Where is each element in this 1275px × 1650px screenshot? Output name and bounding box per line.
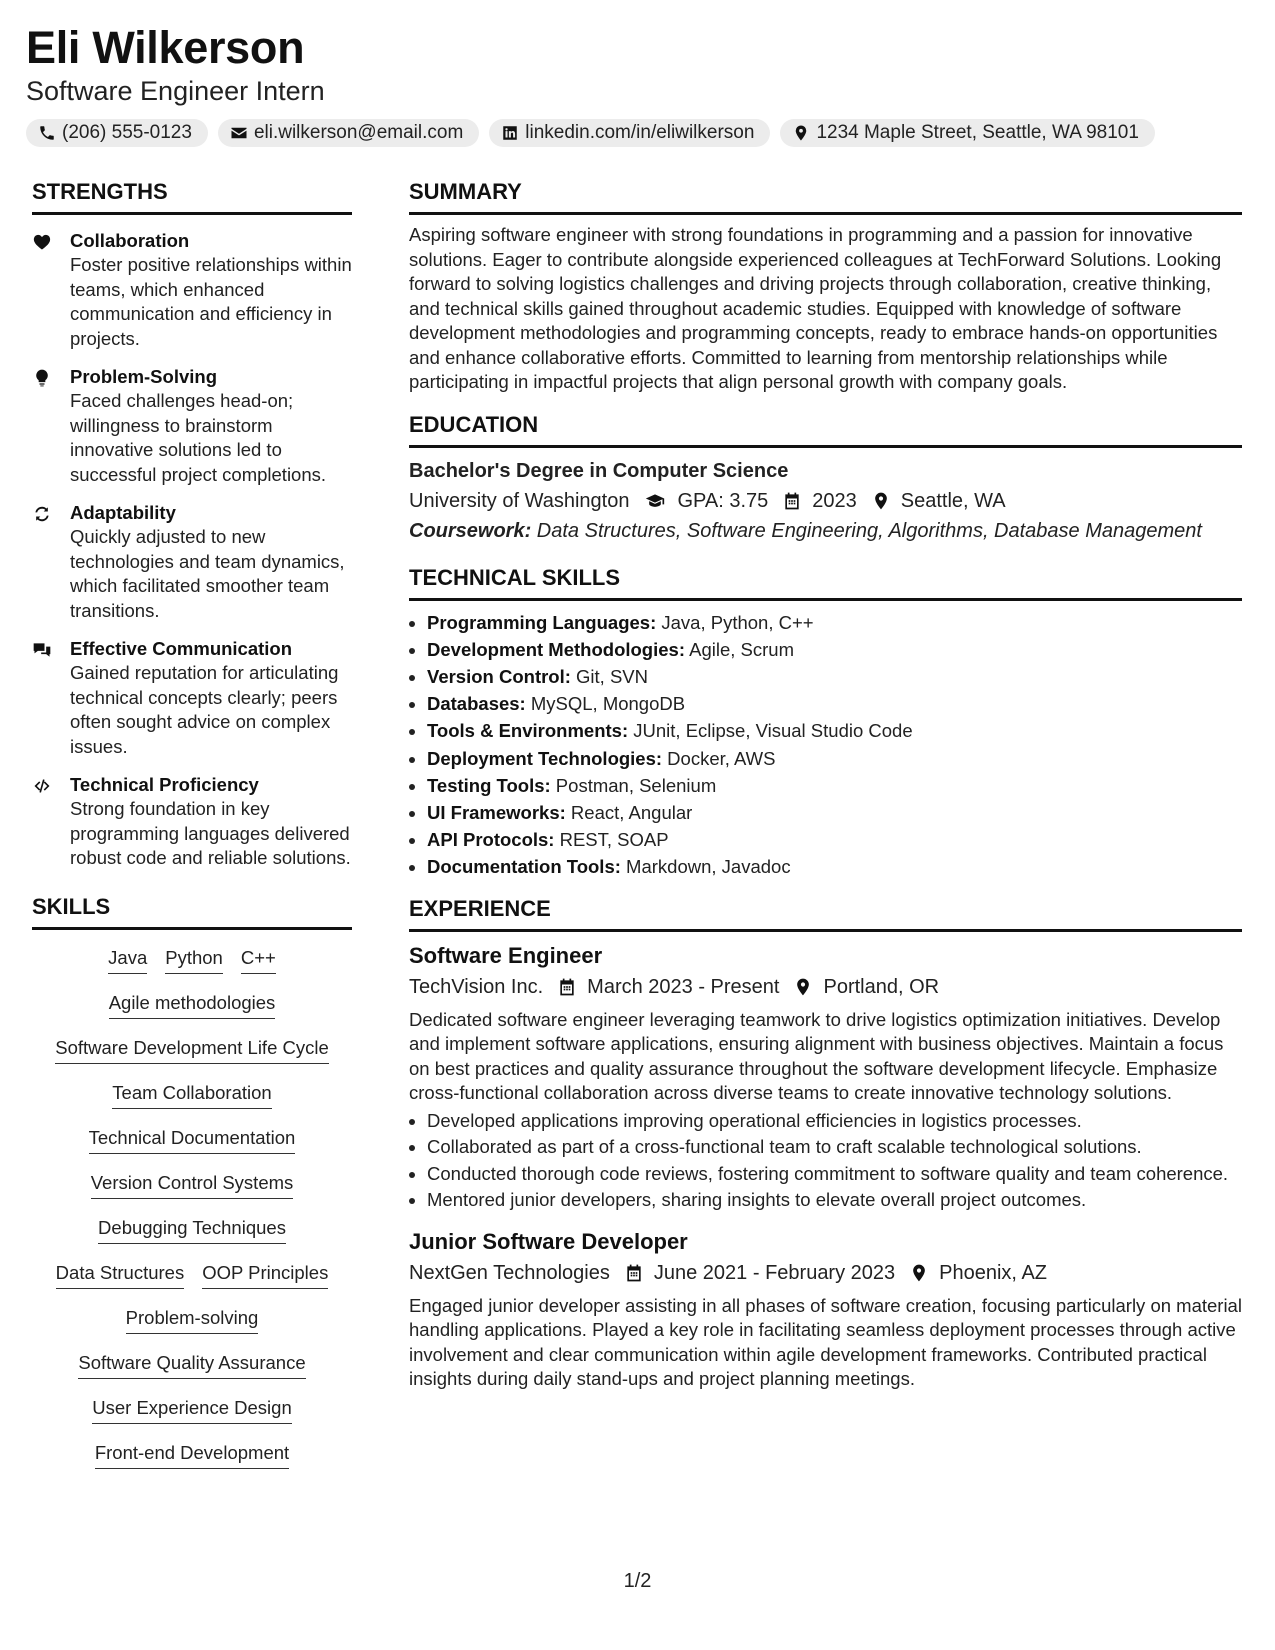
skill-values: Java, Python, C++ [656, 611, 814, 633]
job-dates: March 2023 - Present [587, 975, 780, 998]
skills-heading: SKILLS [32, 893, 352, 930]
skill-tag: Software Development Life Cycle [55, 1036, 329, 1064]
address-text: 1234 Maple Street, Seattle, WA 98101 [816, 122, 1139, 143]
coursework-label: Coursework: [409, 519, 532, 542]
job-title: Software Engineer [409, 942, 603, 968]
school-name: University of Washington [409, 489, 630, 512]
education-heading: EDUCATION [409, 411, 1242, 448]
candidate-role: Software Engineer Intern [26, 76, 325, 106]
list-item [427, 745, 1242, 772]
list-item: • Conducted thorough code reviews, fostering commitment to software quality and team coherence. [427, 1161, 1242, 1188]
skill-tag: User Experience Design [92, 1396, 291, 1424]
phone-text: (206) 555-0123 [62, 122, 192, 143]
skill-tag: Java [108, 946, 147, 974]
skill-values: Docker, AWS [662, 747, 776, 769]
skill-values: Markdown, Javadoc [620, 856, 791, 878]
skill-tag: Agile methodologies [109, 991, 276, 1019]
map-pin-icon [871, 491, 891, 511]
skill-tag: Data Structures [56, 1261, 185, 1289]
strength-title: Collaboration [70, 230, 190, 251]
right-column [409, 178, 1242, 1392]
contact-address [780, 119, 1155, 147]
skill-category: API Protocols: [427, 829, 555, 851]
summary-text: Aspiring software engineer with strong foundations in programming and a passion for innovative solutions. Eager to contribute alongside experienced colleagues at TechForward Solutions. Looking forward to solving logistics challenges and driving projects through collaboration, creative thinking, and technical skills gained throughout academic studies. Equipped with knowledge of software development methodologies and programming concepts, ready to embrace hands-on opportunities and enhance collaborative efforts. Committed to learning from mentorship relationships while participating in impactful projects that align personal growth with company goals. [409, 224, 1222, 392]
skill-category: Databases: [427, 693, 526, 715]
company-name: TechVision Inc. [409, 975, 544, 998]
job-bullets [409, 1108, 1242, 1214]
skill-category: Tools & Environments: [427, 720, 629, 742]
strength-item [32, 229, 352, 351]
map-pin-icon [793, 977, 813, 997]
company-name: NextGen Technologies [409, 1261, 610, 1284]
envelope-icon [230, 124, 248, 142]
skill-tag: Problem-solving [126, 1306, 259, 1334]
job-description: Dedicated software engineer leveraging teamwork to drive logistics optimization initiatives. Develop and implement software applications, ensuring alignment with business objectives. Maintain a focus on best practices and quality assurance throughout the software development lifecycle. Emphasize cross-functional collaboration across diverse teams to create innovative technology solutions. [409, 1008, 1224, 1104]
skill-values: Agile, Scrum [685, 638, 794, 660]
skill-category: Programming Languages: [427, 611, 657, 633]
skills-list [32, 946, 352, 1486]
strength-title: Problem-Solving [70, 366, 217, 387]
skill-values: Git, SVN [570, 665, 649, 687]
lightbulb-icon [32, 368, 52, 388]
summary-heading: SUMMARY [409, 178, 1242, 215]
linkedin-text: linkedin.com/in/eliwilkerson [525, 122, 755, 143]
skill-tag: Version Control Systems [91, 1171, 294, 1199]
education-meta [409, 488, 1242, 514]
skill-values: REST, SOAP [554, 829, 669, 851]
list-item: • Developed applications improving operational efficiencies in logistics processes. [427, 1108, 1242, 1135]
list-item [427, 826, 1242, 853]
resume-header [26, 22, 1249, 147]
skill-values: React, Angular [565, 801, 693, 823]
email-text: eli.wilkerson@email.com [253, 122, 464, 143]
skill-tag: Front-end Development [95, 1441, 289, 1469]
job-meta [409, 1260, 1242, 1286]
technical-skills-heading: TECHNICAL SKILLS [409, 564, 1242, 601]
education-location: Seattle, WA [900, 489, 1006, 512]
list-item: • Collaborated as part of a cross-functional team to craft scalable technological solutions. [427, 1134, 1242, 1161]
calendar-icon [624, 1263, 644, 1283]
skill-tag: Debugging Techniques [98, 1216, 286, 1244]
experience-heading: EXPERIENCE [409, 895, 1242, 932]
skill-tag: C++ [241, 946, 276, 974]
sync-icon [32, 504, 52, 524]
skill-category: Documentation Tools: [427, 856, 621, 878]
skill-category: Version Control: [427, 665, 571, 687]
technical-skills-list [409, 609, 1242, 881]
phone-icon [38, 124, 56, 142]
skill-tag: Team Collaboration [112, 1081, 271, 1109]
map-pin-icon [909, 1263, 929, 1283]
strength-desc: Gained reputation for articulating technical concepts clearly; peers often sought advice on complex issues. [70, 662, 339, 757]
list-item [427, 799, 1242, 826]
job-meta [409, 974, 1242, 1000]
coursework [409, 518, 1242, 544]
code-icon [32, 776, 52, 796]
strength-title: Adaptability [70, 502, 176, 523]
skill-category: UI Frameworks: [427, 801, 566, 823]
list-item [427, 663, 1242, 690]
job-location: Phoenix, AZ [939, 1261, 1047, 1284]
heart-icon [32, 232, 52, 252]
degree-title: Bachelor's Degree in Computer Science [409, 459, 789, 482]
graduation-year: 2023 [812, 489, 857, 512]
contact-linkedin [489, 119, 770, 147]
skill-tag: Software Quality Assurance [78, 1351, 305, 1379]
list-item [427, 609, 1242, 636]
contact-bar [26, 119, 1249, 147]
job-dates: June 2021 - February 2023 [653, 1261, 896, 1284]
map-pin-icon [792, 124, 810, 142]
strength-title: Effective Communication [70, 638, 293, 659]
list-item [427, 636, 1242, 663]
graduation-cap-icon [643, 491, 667, 511]
job-location: Portland, OR [823, 975, 940, 998]
strength-title: Technical Proficiency [70, 774, 259, 795]
calendar-icon [782, 491, 802, 511]
page-number: 1/2 [623, 1570, 652, 1592]
job-title: Junior Software Developer [409, 1228, 688, 1254]
strength-item [32, 637, 352, 759]
strength-desc: Faced challenges head-on; willingness to brainstorm innovative solutions led to successful project completions. [70, 390, 327, 485]
strength-desc: Foster positive relationships within teams, which enhanced communication and efficiency in projects. [70, 254, 352, 349]
list-item [427, 853, 1242, 880]
list-item: • Mentored junior developers, sharing insights to elevate overall project outcomes. [427, 1187, 1242, 1214]
list-item [427, 717, 1242, 744]
skill-category: Deployment Technologies: [427, 747, 663, 769]
strength-desc: Strong foundation in key programming languages delivered robust code and reliable solutions. [70, 798, 351, 868]
list-item [427, 690, 1242, 717]
strengths-heading: STRENGTHS [32, 178, 352, 215]
skill-category: Development Methodologies: [427, 638, 685, 660]
linkedin-icon [501, 124, 519, 142]
strength-desc: Quickly adjusted to new technologies and team dynamics, which facilitated smoother team transitions. [70, 526, 345, 621]
strength-item [32, 501, 352, 623]
left-column [32, 178, 352, 1486]
skill-tag: Technical Documentation [89, 1126, 296, 1154]
skill-tag: Python [165, 946, 223, 974]
contact-email [218, 119, 479, 147]
contact-phone [26, 119, 208, 147]
job-description: Engaged junior developer assisting in all phases of software creation, focusing particularly on material handling applications. Played a key role in facilitating seamless deployment processes through active involvement and clear communication within agile development frameworks. Contributed practical insights during daily stand-ups and project planning meetings. [409, 1294, 1242, 1390]
skill-values: Postman, Selenium [550, 774, 717, 796]
strength-item [32, 773, 352, 871]
calendar-icon [557, 977, 577, 997]
coursework-list: Data Structures, Software Engineering, Algorithms, Database Management [531, 519, 1202, 542]
comments-icon [32, 640, 52, 660]
skill-values: MySQL, MongoDB [525, 693, 686, 715]
gpa-text: GPA: 3.75 [677, 489, 769, 512]
candidate-name: Eli Wilkerson [26, 22, 305, 73]
skill-values: JUnit, Eclipse, Visual Studio Code [628, 720, 913, 742]
skill-tag: OOP Principles [202, 1261, 328, 1289]
skill-category: Testing Tools: [427, 774, 551, 796]
strength-item [32, 365, 352, 487]
list-item [427, 772, 1242, 799]
